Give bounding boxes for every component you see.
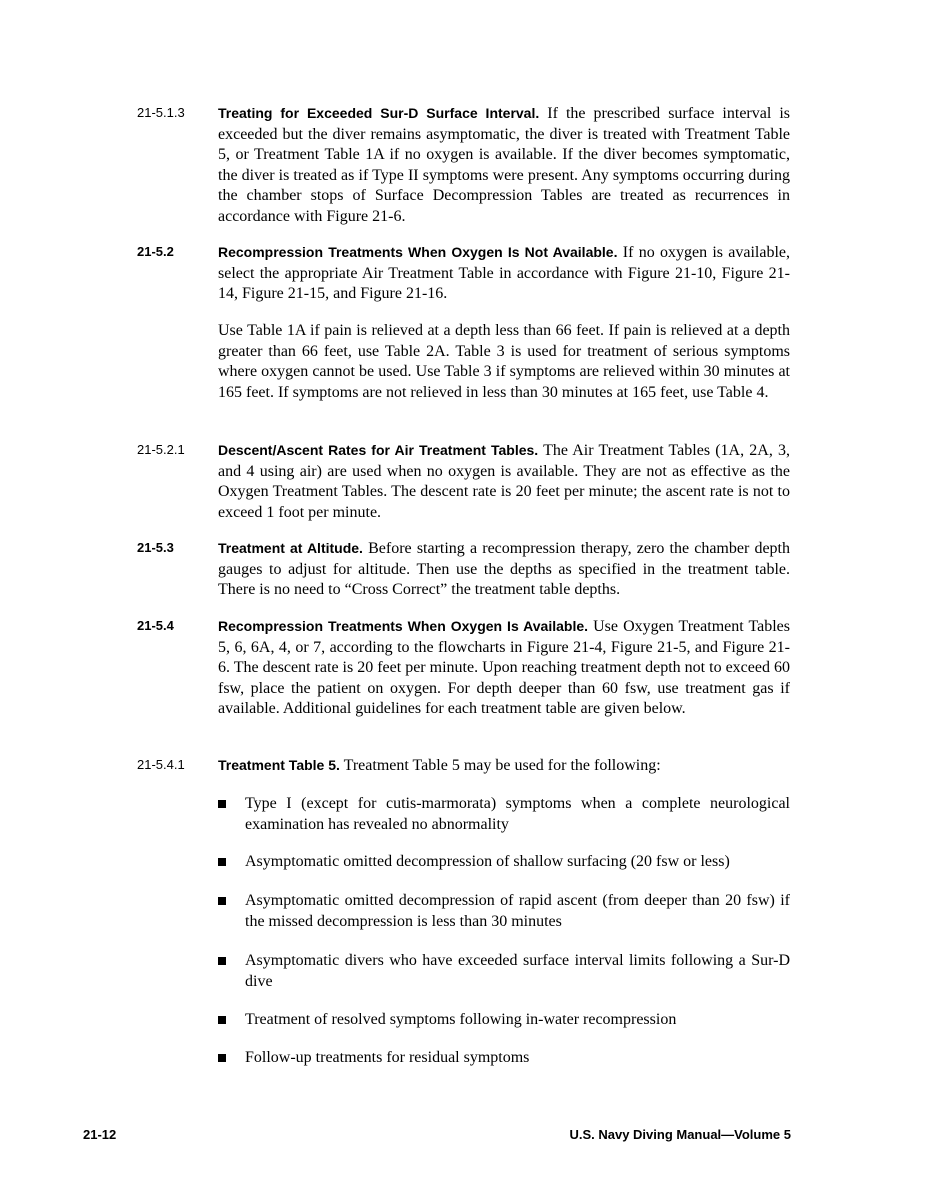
list-item-text: Asymptomatic omitted decompression of rapid ascent (from deeper than 20 fsw) if the missed decompression is less than 30 minutes	[245, 892, 790, 930]
bullet-square-icon	[218, 858, 226, 866]
bullet-square-icon	[218, 1016, 226, 1024]
section-heading: Treatment Table 5.	[218, 757, 340, 773]
section-body	[218, 103, 790, 227]
bullet-square-icon	[218, 800, 226, 808]
section-number: 21-5.2	[137, 244, 174, 259]
section-number: 21-5.3	[137, 540, 174, 555]
section-heading: Recompression Treatments When Oxygen Is Not Available.	[218, 244, 618, 260]
section-paragraph: Use Table 1A if pain is relieved at a depth less than 66 feet. If pain is relieved at a depth greater than 66 feet, use Table 2A. Table 3 is used for treatment of serious symptoms where oxygen cannot be used. Use Table 3 if symptoms are relieved within 30 minutes at 165 feet. If symptoms are not relieved in less than 30 minutes at 165 feet, use Table 4.	[218, 322, 790, 401]
section-text: The Air Treatment Tables (1A, 2A, 3, and 4 using air) are used when no oxygen is available. They are not as effective as the Oxygen Treatment Tables. The descent rate is 20 feet per minute; the ascent rate is not to exceed 1 foot per minute.	[218, 442, 790, 521]
section-heading: Treating for Exceeded Sur-D Surface Interval.	[218, 105, 540, 121]
section-body	[218, 242, 790, 305]
section-heading: Descent/Ascent Rates for Air Treatment Tables.	[218, 442, 539, 458]
list-item-text: Asymptomatic omitted decompression of shallow surfacing (20 fsw or less)	[245, 853, 730, 870]
list-item-text: Type I (except for cutis-marmorata) symptoms when a complete neurological examination has revealed no abnormality	[245, 795, 790, 833]
section-heading: Recompression Treatments When Oxygen Is Available.	[218, 618, 589, 634]
section-text: If no oxygen is available, select the appropriate Air Treatment Table in accordance with Figure 21-10, Figure 21-14, Figure 21-15, and Figure 21-16.	[218, 244, 791, 302]
section-body	[218, 755, 790, 777]
section-text: Before starting a recompression therapy, zero the chamber depth gauges to adjust for altitude. Then use the depths as specified in the treatment table. There is no need to “Cross Correct” the treatment table depths.	[218, 540, 791, 598]
section-number: 21-5.4.1	[137, 757, 185, 772]
footer-page-number: 21-12	[83, 1127, 117, 1142]
list-item-text: Treatment of resolved symptoms following in-water recompression	[245, 1011, 677, 1028]
list-item-text: Asymptomatic divers who have exceeded surface interval limits following a Sur-D dive	[245, 952, 790, 990]
section-number: 21-5.2.1	[137, 442, 185, 457]
section-heading: Treatment at Altitude.	[218, 540, 363, 556]
footer-title: U.S. Navy Diving Manual—Volume 5	[569, 1127, 791, 1142]
section-body	[218, 440, 790, 523]
bullet-square-icon	[218, 897, 226, 905]
bullet-square-icon	[218, 1054, 226, 1062]
bullet-square-icon	[218, 957, 226, 965]
list-item-text: Follow-up treatments for residual symptoms	[245, 1049, 530, 1066]
section-text: If the prescribed surface interval is exceeded but the diver remains asymptomatic, the diver is treated with Treatment Table 5, or Treatment Table 1A if no oxygen is available. If the diver becomes symptomatic, the diver is treated as if Type II symptoms were present. Any symptoms occurring during the chamber stops of Surface Decompression Tables are treated as recurrences in accordance with Figure 21-6.	[218, 105, 790, 225]
section-number: 21-5.1.3	[137, 105, 185, 120]
section-body	[218, 616, 790, 720]
section-number: 21-5.4	[137, 618, 174, 633]
section-body	[218, 538, 790, 601]
section-text: Use Oxygen Treatment Tables 5, 6, 6A, 4, or 7, according to the flowcharts in Figure 21-4, Figure 21-5, and Figure 21-6. The descent rate is 20 feet per minute. Upon reaching treatment depth not to exceed 60 fsw, place the patient on oxygen. For depth deeper than 60 fsw, use treatment gas if available. Additional guidelines for each treatment table are given below.	[218, 618, 791, 717]
section-text: Treatment Table 5 may be used for the following:	[343, 757, 661, 774]
